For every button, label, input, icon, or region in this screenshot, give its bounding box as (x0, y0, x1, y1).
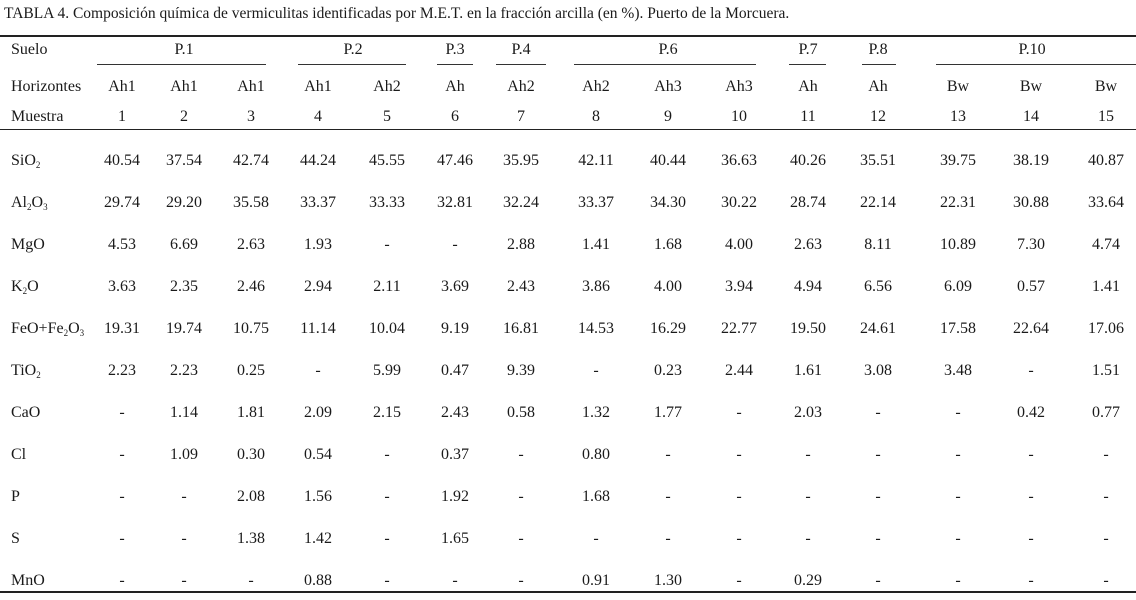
table-value-cell: 2.63 (237, 236, 265, 253)
table-value-cell: 2.94 (304, 278, 332, 295)
profile-group-label: P.6 (658, 41, 678, 58)
table-value-cell: - (1028, 488, 1034, 505)
table-value-cell: 10.89 (940, 236, 976, 253)
table-value-cell: 2.43 (507, 278, 535, 295)
table-value-cell: - (736, 488, 742, 505)
table-value-cell: 0.23 (654, 362, 682, 379)
table-value-cell: 32.24 (503, 194, 539, 211)
profile-group-underline (862, 64, 896, 65)
table-value-cell: - (384, 446, 390, 463)
table-value-cell: 6.09 (944, 278, 972, 295)
table-value-cell: - (315, 362, 321, 379)
table-value-cell: 33.64 (1088, 194, 1124, 211)
row-label-subscript: 2 (27, 202, 32, 212)
table-value-cell: 30.22 (721, 194, 757, 211)
table-value-cell: 22.31 (940, 194, 976, 211)
table-value-cell: 16.29 (650, 320, 686, 337)
table-value-cell: 1.81 (237, 404, 265, 421)
table-value-cell: 1.09 (170, 446, 198, 463)
horizon-cell: Ah2 (582, 78, 610, 95)
row-label (11, 236, 45, 254)
table-value-cell: 40.44 (650, 152, 686, 169)
table-value-cell: 0.42 (1017, 404, 1045, 421)
table-value-cell: - (1103, 572, 1109, 589)
table-value-cell: 1.61 (794, 362, 822, 379)
table-value-cell: - (1103, 530, 1109, 547)
table-value-cell: 16.81 (503, 320, 539, 337)
table-value-cell: 4.74 (1092, 236, 1120, 253)
table-value-cell: 17.06 (1088, 320, 1124, 337)
horizon-cell: Ah (445, 78, 465, 95)
horizon-cell: Ah1 (304, 78, 332, 95)
table-value-cell: - (384, 530, 390, 547)
sample-number-cell: 5 (383, 108, 391, 125)
table-value-cell: - (955, 446, 961, 463)
table-value-cell: 0.54 (304, 446, 332, 463)
row-label-subscript: 2 (63, 328, 69, 338)
table-value-cell: - (119, 446, 125, 463)
bottom-rule (0, 591, 1136, 593)
table-value-cell: 38.19 (1013, 152, 1049, 169)
table-value-cell: - (518, 446, 524, 463)
row-label-subscript: 2 (36, 370, 41, 380)
table-value-cell: 2.63 (794, 236, 822, 253)
table-value-cell: 6.56 (864, 278, 892, 295)
table-value-cell: - (805, 530, 811, 547)
table-value-cell: - (1028, 446, 1034, 463)
sample-number-cell: 9 (664, 108, 672, 125)
table-value-cell: 40.26 (790, 152, 826, 169)
table-value-cell: 0.58 (507, 404, 535, 421)
horizon-cell: Bw (946, 78, 970, 95)
table-value-cell: 0.57 (1017, 278, 1045, 295)
horizon-cell: Ah (868, 78, 888, 95)
row-label-subscript: 2 (22, 286, 28, 296)
row-label (11, 446, 26, 464)
table-value-cell: - (1028, 530, 1034, 547)
table-value-cell: - (384, 236, 390, 253)
table-value-cell: - (736, 530, 742, 547)
table-value-cell: 3.63 (108, 278, 136, 295)
table-value-cell: - (518, 572, 524, 589)
table-value-cell: 22.77 (721, 320, 757, 337)
table-value-cell: 5.99 (373, 362, 401, 379)
row-label (11, 488, 20, 506)
table-value-cell: 0.29 (794, 572, 822, 589)
table-value-cell: - (452, 236, 458, 253)
sample-number-cell: 7 (517, 108, 525, 125)
horizon-cell: Ah1 (237, 78, 265, 95)
table-value-cell: 33.37 (300, 194, 336, 211)
table-value-cell: 3.94 (725, 278, 753, 295)
table-value-cell: 19.74 (166, 320, 202, 337)
profile-group-underline (789, 64, 826, 65)
sample-number-cell: 4 (314, 108, 322, 125)
table-value-cell: 42.74 (233, 152, 269, 169)
table-value-cell: 22.14 (860, 194, 896, 211)
table-value-cell: 1.30 (654, 572, 682, 589)
table-value-cell: 1.65 (441, 530, 469, 547)
table-value-cell: 45.55 (369, 152, 405, 169)
sample-number-cell: 10 (731, 108, 747, 125)
row-label (11, 530, 20, 548)
row-label-tail: O (27, 278, 39, 295)
table-value-cell: 1.68 (582, 488, 610, 505)
row-label (11, 320, 84, 338)
table-value-cell: - (875, 572, 881, 589)
row-label (11, 572, 45, 590)
table-value-cell: - (736, 572, 742, 589)
table-value-cell: - (736, 404, 742, 421)
table-value-cell: - (955, 488, 961, 505)
row-label-main: MnO (11, 572, 45, 589)
table-value-cell: - (593, 530, 599, 547)
table-value-cell: 1.93 (304, 236, 332, 253)
horizon-cell: Ah (798, 78, 818, 95)
horizon-cell: Bw (1094, 78, 1118, 95)
table-value-cell: 1.68 (654, 236, 682, 253)
table-value-cell: - (593, 362, 599, 379)
table-value-cell: 24.61 (860, 320, 896, 337)
table-value-cell: 2.15 (373, 404, 401, 421)
table-value-cell: - (384, 572, 390, 589)
table-value-cell: - (955, 404, 961, 421)
table-value-cell: - (119, 404, 125, 421)
table-value-cell: 10.04 (369, 320, 405, 337)
table-value-cell: 1.92 (441, 488, 469, 505)
table-value-cell: - (248, 572, 254, 589)
table-value-cell: - (875, 488, 881, 505)
table-value-cell: 0.30 (237, 446, 265, 463)
table-value-cell: 22.64 (1013, 320, 1049, 337)
table-value-cell: 11.14 (300, 320, 336, 337)
table-value-cell: 1.32 (582, 404, 610, 421)
row-label (11, 404, 40, 422)
row-label (11, 362, 41, 380)
row-label (11, 278, 39, 296)
table-value-cell: 0.80 (582, 446, 610, 463)
header-rule (0, 129, 1136, 130)
table-value-cell: 2.88 (507, 236, 535, 253)
table-value-cell: 4.53 (108, 236, 136, 253)
row-label-main: FeO+Fe (11, 320, 64, 337)
row-label-main: MgO (11, 236, 45, 253)
table-value-cell: 3.86 (582, 278, 610, 295)
table-value-cell: 44.24 (300, 152, 336, 169)
table-value-cell: 4.94 (794, 278, 822, 295)
table-value-cell: 1.14 (170, 404, 198, 421)
table-value-cell: 1.42 (304, 530, 332, 547)
profile-group-underline (97, 64, 266, 65)
table-value-cell: - (1103, 446, 1109, 463)
row-label (11, 152, 40, 170)
table-value-cell: - (119, 488, 125, 505)
row-label-main: Al (11, 194, 27, 211)
table-value-cell: - (384, 488, 390, 505)
table-value-cell: 33.33 (369, 194, 405, 211)
profile-group-underline (936, 64, 1136, 65)
table-value-cell: 42.11 (578, 152, 614, 169)
table-value-cell: - (452, 572, 458, 589)
table-value-cell: 8.11 (864, 236, 892, 253)
table-value-cell: 9.39 (507, 362, 535, 379)
horizon-cell: Ah2 (373, 78, 401, 95)
table-value-cell: - (875, 446, 881, 463)
row-label-main: K (11, 278, 23, 295)
table-value-cell: 28.74 (790, 194, 826, 211)
table-value-cell: 1.51 (1092, 362, 1120, 379)
top-rule (0, 35, 1136, 37)
table-value-cell: - (665, 530, 671, 547)
table-value-cell: - (805, 488, 811, 505)
table-value-cell: 37.54 (166, 152, 202, 169)
table-value-cell: 10.75 (233, 320, 269, 337)
table-value-cell: 40.54 (104, 152, 140, 169)
horizon-cell: Ah1 (108, 78, 136, 95)
table-value-cell: 3.48 (944, 362, 972, 379)
row-label-main: Cl (11, 446, 27, 463)
table-value-cell: 4.00 (654, 278, 682, 295)
table-value-cell: 33.37 (578, 194, 614, 211)
profile-group-underline (298, 64, 406, 65)
table-value-cell: 1.56 (304, 488, 332, 505)
table-value-cell: 35.95 (503, 152, 539, 169)
sample-number-cell: 3 (247, 108, 255, 125)
table-value-cell: 35.51 (860, 152, 896, 169)
table-value-cell: 32.81 (437, 194, 473, 211)
table-value-cell: 1.41 (1092, 278, 1120, 295)
profile-group-underline (496, 64, 546, 65)
table-value-cell: 0.37 (441, 446, 469, 463)
profile-group-label: P.7 (798, 41, 818, 58)
sample-number-cell: 2 (180, 108, 188, 125)
table-value-cell: - (955, 530, 961, 547)
table-value-cell: 0.88 (304, 572, 332, 589)
horizon-cell: Ah3 (654, 78, 682, 95)
table-value-cell: 0.91 (582, 572, 610, 589)
table-value-cell: 19.31 (104, 320, 140, 337)
sample-number-cell: 15 (1098, 108, 1114, 125)
table-value-cell: 2.11 (373, 278, 401, 295)
table-value-cell: - (119, 572, 125, 589)
table-value-cell: - (665, 488, 671, 505)
table-value-cell: 29.20 (166, 194, 202, 211)
table-value-cell: 2.08 (237, 488, 265, 505)
table-value-cell: - (955, 572, 961, 589)
table-value-cell: - (181, 530, 187, 547)
table-value-cell: - (181, 572, 187, 589)
table-value-cell: 36.63 (721, 152, 757, 169)
table-value-cell: 0.25 (237, 362, 265, 379)
table-value-cell: - (805, 446, 811, 463)
sample-number-cell: 11 (800, 108, 816, 125)
profile-group-label: P.3 (445, 41, 465, 58)
table-value-cell: - (1103, 488, 1109, 505)
sample-number-cell: 14 (1023, 108, 1039, 125)
table-value-cell: 3.08 (864, 362, 892, 379)
row-label (11, 194, 48, 212)
sample-number-cell: 8 (592, 108, 600, 125)
row-label-tail-subscript: 3 (79, 328, 85, 338)
row-label-main: TiO (11, 362, 37, 379)
profile-group-underline (574, 64, 756, 65)
table-value-cell: - (875, 404, 881, 421)
profile-group-label: P.2 (343, 41, 363, 58)
table-value-cell: 7.30 (1017, 236, 1045, 253)
row-label-tail: O (68, 320, 80, 337)
profile-group-underline (437, 64, 473, 65)
table-value-cell: 30.88 (1013, 194, 1049, 211)
table-value-cell: 19.50 (790, 320, 826, 337)
table-value-cell: 2.35 (170, 278, 198, 295)
row-label-tail-subscript: 3 (43, 202, 48, 212)
profile-group-label: P.4 (511, 41, 531, 58)
table-value-cell: 34.30 (650, 194, 686, 211)
table-value-cell: 2.44 (725, 362, 753, 379)
table-value-cell: 29.74 (104, 194, 140, 211)
horizon-cell: Ah3 (725, 78, 753, 95)
table-value-cell: 3.69 (441, 278, 469, 295)
table-value-cell: 14.53 (578, 320, 614, 337)
header-horizontes-label: Horizontes (11, 78, 82, 95)
table-value-cell: - (119, 530, 125, 547)
row-label-subscript: 2 (35, 160, 41, 170)
profile-group-label: P.8 (868, 41, 888, 58)
table-value-cell: - (518, 530, 524, 547)
sample-number-cell: 6 (451, 108, 459, 125)
table-value-cell: - (518, 488, 524, 505)
header-suelo-label: Suelo (11, 41, 48, 58)
table-value-cell: 2.23 (170, 362, 198, 379)
table-value-cell: 2.46 (237, 278, 265, 295)
table-value-cell: 4.00 (725, 236, 753, 253)
table-value-cell: 1.38 (237, 530, 265, 547)
row-label-tail: O (31, 194, 44, 211)
horizon-cell: Ah1 (170, 78, 198, 95)
horizon-cell: Ah2 (507, 78, 535, 95)
header-muestra-label: Muestra (11, 108, 64, 125)
row-label-main: CaO (11, 404, 41, 421)
sample-number-cell: 13 (950, 108, 966, 125)
profile-group-label: P.10 (1018, 41, 1046, 58)
row-label-main: P (11, 488, 20, 505)
sample-number-cell: 12 (870, 108, 886, 125)
table-value-cell: 2.03 (794, 404, 822, 421)
table-value-cell: 0.77 (1092, 404, 1120, 421)
table-value-cell: 6.69 (170, 236, 198, 253)
table-value-cell: 17.58 (940, 320, 976, 337)
table-value-cell: - (736, 446, 742, 463)
table-value-cell: 2.23 (108, 362, 136, 379)
table-value-cell: 40.87 (1088, 152, 1124, 169)
table-value-cell: 1.41 (582, 236, 610, 253)
table-value-cell: 9.19 (441, 320, 469, 337)
table-value-cell: - (181, 488, 187, 505)
table-value-cell: 1.77 (654, 404, 682, 421)
table-value-cell: 2.43 (441, 404, 469, 421)
profile-group-label: P.1 (174, 41, 194, 58)
table-caption: TABLA 4. Composición química de vermiculitas identificadas por M.E.T. en la fracción arcilla (en %). Puerto de la Morcuera. (4, 5, 790, 22)
table-value-cell: 0.47 (441, 362, 469, 379)
table-value-cell: 47.46 (437, 152, 473, 169)
table-value-cell: 39.75 (940, 152, 976, 169)
horizon-cell: Bw (1019, 78, 1043, 95)
table-value-cell: 2.09 (304, 404, 332, 421)
row-label-main: SiO (11, 152, 36, 169)
table-value-cell: - (1028, 362, 1034, 379)
table-value-cell: - (1028, 572, 1034, 589)
table-value-cell: 35.58 (233, 194, 269, 211)
sample-number-cell: 1 (118, 108, 126, 125)
row-label-main: S (11, 530, 20, 547)
table-value-cell: - (875, 530, 881, 547)
table-value-cell: - (665, 446, 671, 463)
